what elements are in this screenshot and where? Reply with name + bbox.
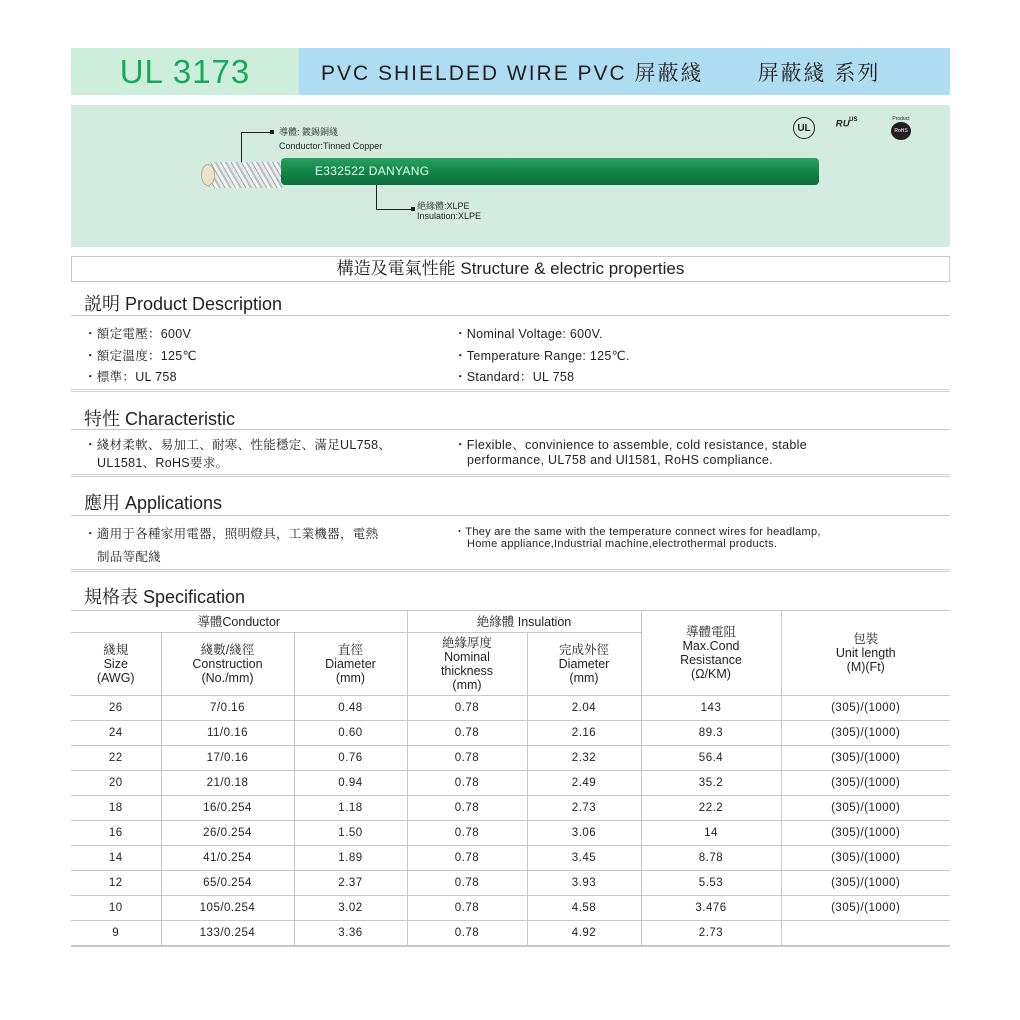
size-header [71, 633, 161, 696]
insulation-group-header: 絶緣體 Insulation [407, 611, 641, 633]
description-en-line: ・Temperature Range: 125℃. [454, 349, 630, 363]
description-cn-line: ・額定溫度：125℃ [84, 349, 197, 363]
applications-cn-line: 制品等配綫 [97, 550, 162, 564]
table-row [71, 871, 950, 896]
wire-illustration-panel [71, 105, 950, 247]
table-cell: 5.53 [641, 871, 781, 896]
header-line: 包裝 [853, 632, 879, 646]
wire-end-cap [201, 164, 215, 186]
cul-us-text: US [849, 117, 858, 123]
table-cell: 2.16 [527, 721, 641, 746]
double-divider [71, 474, 950, 477]
table-row [71, 846, 950, 871]
table-cell: 1.50 [294, 821, 407, 846]
table-row [71, 921, 950, 946]
table-cell: 24 [71, 721, 161, 746]
thickness-header [407, 633, 527, 696]
table-cell: 89.3 [641, 721, 781, 746]
conductor-callout-line-vertical [241, 132, 242, 166]
table-cell: 8.78 [641, 846, 781, 871]
table-cell: (305)/(1000) [781, 846, 950, 871]
cul-mark-text: ᴿᵁ [835, 117, 850, 133]
table-cell: 41/0.254 [161, 846, 294, 871]
table-cell: 0.78 [407, 921, 527, 946]
table-row [71, 821, 950, 846]
table-cell: 0.78 [407, 721, 527, 746]
table-cell: (305)/(1000) [781, 721, 950, 746]
product-title-text: PVC SHIELDED WIRE PVC 屏蔽綫 [321, 61, 704, 85]
table-cell: 18 [71, 796, 161, 821]
table-cell: 56.4 [641, 746, 781, 771]
table-cell: 0.78 [407, 896, 527, 921]
table-cell: 16/0.254 [161, 796, 294, 821]
wire-print-marking: E332522 DANYANG [315, 164, 430, 178]
table-cell: 133/0.254 [161, 921, 294, 946]
table-cell: 3.476 [641, 896, 781, 921]
table-cell: 0.78 [407, 696, 527, 721]
specification-table [71, 610, 950, 947]
rohs-badge: RoHS [891, 122, 911, 140]
applications-en-line: Home appliance,Industrial machine,electrothermal products. [467, 538, 778, 550]
table-cell [781, 921, 950, 946]
table-cell: 22.2 [641, 796, 781, 821]
characteristic-cn-line: UL1581、RoHS要求。 [97, 456, 229, 470]
header-line: Construction [192, 657, 263, 671]
insulation-callout-line-vertical [376, 185, 377, 209]
rohs-product-mark-icon [891, 116, 911, 140]
product-title [299, 48, 950, 95]
rohs-product-text: Product [892, 116, 910, 122]
table-cell: 14 [71, 846, 161, 871]
table-cell: 14 [641, 821, 781, 846]
series-label: 屏蔽綫 系列 [757, 61, 881, 85]
table-cell: 9 [71, 921, 161, 946]
characteristic-en-line: performance, UL758 and Ul1581, RoHS compliance. [467, 453, 773, 467]
conductor-label-en: Conductor:Tinned Copper [279, 141, 383, 151]
diameter-header [294, 633, 407, 696]
header-line: 綫數/綫徑 [200, 643, 255, 657]
header-line: (No./mm) [201, 671, 254, 685]
description-en-line: ・Nominal Voltage: 600V. [454, 327, 603, 341]
table-cell: 3.36 [294, 921, 407, 946]
model-number: UL 3173 [71, 48, 299, 95]
table-row [71, 796, 950, 821]
header-line: Size [103, 657, 128, 671]
table-cell: 1.18 [294, 796, 407, 821]
table-cell: 7/0.16 [161, 696, 294, 721]
table-cell: 22 [71, 746, 161, 771]
table-cell: 26/0.254 [161, 821, 294, 846]
header-line: Unit length [835, 646, 896, 660]
double-divider [71, 389, 950, 392]
table-cell: 35.2 [641, 771, 781, 796]
header-line: (mm) [335, 671, 366, 685]
table-cell: (305)/(1000) [781, 771, 950, 796]
ul-mark-icon: UL [793, 117, 815, 139]
characteristic-cn-line: ・綫材柔軟、易加工、耐寒、性能穩定、滿足UL758、 [84, 438, 392, 452]
insulation-label-en: Insulation:XLPE [417, 211, 482, 221]
header-line: Resistance [680, 653, 742, 667]
header-line: Max.Cond [682, 639, 740, 653]
construction-header [161, 633, 294, 696]
double-divider [71, 569, 950, 572]
table-cell: 21/0.18 [161, 771, 294, 796]
insulation-callout-line [376, 209, 412, 210]
table-cell: (305)/(1000) [781, 871, 950, 896]
table-cell: 2.49 [527, 771, 641, 796]
table-cell: 3.45 [527, 846, 641, 871]
header-line: 絶緣厚度 [441, 636, 492, 650]
table-row [71, 771, 950, 796]
table-cell: 0.48 [294, 696, 407, 721]
divider [71, 515, 950, 516]
table-row [71, 721, 950, 746]
table-cell: 0.78 [407, 871, 527, 896]
insulation-label-cn: 絶緣體:XLPE [417, 201, 470, 211]
header-line: (Ω/KM) [691, 667, 731, 681]
characteristic-en-line: ・Flexible、convinience to assemble, cold resistance, stable [454, 438, 807, 452]
insulation-callout-dot [411, 207, 415, 211]
characteristic-title: 特性 Characteristic [84, 409, 236, 429]
applications-cn-line: ・適用于各種家用電器，照明燈具，工業機器，電熱 [84, 527, 379, 541]
header-line: (M)(Ft) [846, 660, 885, 674]
header-line: 完成外徑 [558, 643, 609, 657]
header-band [71, 48, 950, 95]
table-cell: 0.78 [407, 846, 527, 871]
table-cell: (305)/(1000) [781, 896, 950, 921]
table-cell: 1.89 [294, 846, 407, 871]
table-cell: 65/0.254 [161, 871, 294, 896]
header-line: Diameter [325, 657, 376, 671]
description-cn-line: ・標準：UL 758 [84, 370, 177, 384]
table-cell: 4.58 [527, 896, 641, 921]
conductor-label-cn: 導體: 鍍錫銅綫 [279, 127, 339, 137]
outer-diameter-header [527, 633, 641, 696]
header-line: (mm) [569, 671, 599, 685]
divider [71, 429, 950, 430]
structure-heading: 構造及電氣性能 Structure & electric properties [71, 256, 950, 282]
table-cell: 3.02 [294, 896, 407, 921]
unit-length-header [781, 611, 950, 696]
table-cell: 16 [71, 821, 161, 846]
header-line: Nominal [444, 650, 490, 664]
table-cell: 0.94 [294, 771, 407, 796]
divider [71, 315, 950, 316]
table-row [71, 696, 950, 721]
table-cell: 105/0.254 [161, 896, 294, 921]
header-line: 直徑 [337, 643, 363, 657]
table-cell: 12 [71, 871, 161, 896]
table-cell: 2.32 [527, 746, 641, 771]
table-cell: 11/0.16 [161, 721, 294, 746]
table-cell: (305)/(1000) [781, 796, 950, 821]
description-en-line: ・Standard：UL 758 [454, 370, 575, 384]
table-cell: (305)/(1000) [781, 696, 950, 721]
table-cell: 26 [71, 696, 161, 721]
header-line: 綫規 [103, 643, 129, 657]
table-cell: 0.78 [407, 821, 527, 846]
table-cell: 10 [71, 896, 161, 921]
table-cell: 2.73 [641, 921, 781, 946]
table-cell: (305)/(1000) [781, 821, 950, 846]
table-row [71, 746, 950, 771]
table-cell: 2.37 [294, 871, 407, 896]
table-cell: 3.06 [527, 821, 641, 846]
table-cell: 143 [641, 696, 781, 721]
specification-title: 規格表 Specification [84, 587, 246, 607]
table-cell: 4.92 [527, 921, 641, 946]
table-cell: 20 [71, 771, 161, 796]
table-cell: 0.76 [294, 746, 407, 771]
cul-us-mark-icon [835, 117, 858, 133]
table-cell: 3.93 [527, 871, 641, 896]
conductor-callout-line [241, 132, 271, 133]
table-cell: (305)/(1000) [781, 746, 950, 771]
table-cell: 0.78 [407, 746, 527, 771]
table-cell: 0.60 [294, 721, 407, 746]
table-cell: 17/0.16 [161, 746, 294, 771]
header-line: thickness [440, 664, 494, 678]
tinned-copper-strands [205, 162, 283, 188]
table-cell: 0.78 [407, 796, 527, 821]
conductor-callout-dot [270, 130, 274, 134]
conductor-group-header: 導體Conductor [71, 611, 407, 633]
description-cn-line: ・額定電壓：600V [84, 327, 192, 341]
table-row [71, 896, 950, 921]
resistance-header [641, 611, 781, 696]
header-line: (AWG) [96, 671, 135, 685]
table-cell: 0.78 [407, 771, 527, 796]
header-line: Diameter [558, 657, 610, 671]
description-title: 説明 Product Description [84, 294, 283, 314]
table-cell: 2.04 [527, 696, 641, 721]
header-line: 導體電阻 [685, 625, 736, 639]
applications-en-line: ・They are the same with the temperature connect wires for headlamp, [454, 526, 821, 538]
table-cell: 2.73 [527, 796, 641, 821]
header-line: (mm) [452, 678, 482, 692]
applications-title: 應用 Applications [84, 493, 223, 513]
